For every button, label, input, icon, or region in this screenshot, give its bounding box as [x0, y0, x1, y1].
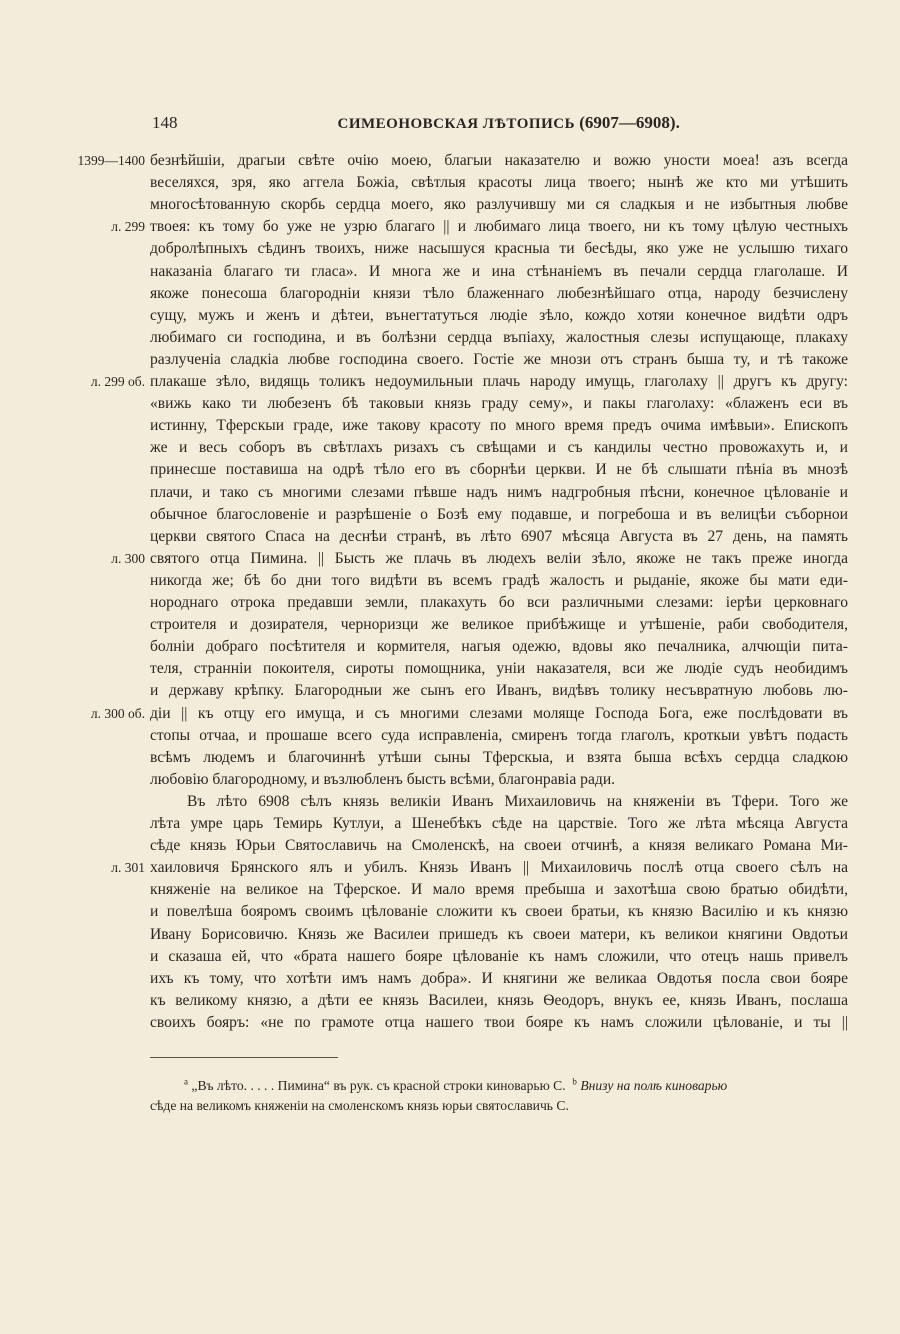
text-line: ихъ къ тому, что хотѣти имъ намъ добра». И княгини же великаа Овдотья посла свои бояре — [150, 969, 848, 987]
text-line: и сказаша ей, что «брата нашего бояре цѣлованіе къ намъ сложили, что отецъ нашь привелъ — [150, 947, 848, 965]
page-number: 148 — [152, 113, 178, 132]
text-line: болніи добраго посѣтителя и кормителя, нагыя одежю, вдовы яко печалника, алчющіи пита- — [150, 638, 848, 656]
footnote-line-1 — [150, 1076, 850, 1096]
running-title-years: (6907—6908). — [579, 113, 680, 132]
text-line: Въ лѣто 6908 сѣлъ князь великіи Иванъ Михаиловичь на княженіи въ Тфери. Того же — [187, 792, 848, 810]
text-line: къ великому князю, а дѣти ее князь Василеи, князь Ѳеодоръ, внукъ ее, князь Иванъ, послаша — [150, 991, 848, 1009]
text-line: и повелѣша бояромъ своимъ цѣлованіе сложити къ своеи братьи, къ князю Василію и къ князю — [150, 903, 848, 921]
text-line: строителя и дозирателя, черноризци же великое прибѣжище и утѣшеніе, раби свободителя, — [150, 616, 848, 634]
footnote-divider — [150, 1057, 338, 1058]
running-title — [338, 113, 680, 133]
text-line: «вижь како ти любезенъ бѣ таковыи князь граду сему», и пакы глаголаху: «блаженъ еси въ — [150, 395, 848, 413]
text-line: діи || къ отцу его имуща, и съ многими слезами моляще Господа Бога, еже послѣдовати въ — [150, 704, 848, 722]
text-line: лѣта умре царь Темирь Кутлуи, а Шенебѣкъ сѣде на царствіе. Того же лѣта мѣсяца Августа — [150, 815, 848, 832]
text-line: добролѣпныхъ сѣдинъ твоихъ, ниже насышуся красныа ти бесѣды, яко уже не услышю тихаго — [150, 240, 848, 258]
footnotes — [150, 1076, 850, 1116]
folio-margin-note: л. 300 об. — [90, 705, 145, 721]
text-line: же и весь соборъ въ свѣтлахъ ризахъ съ свѣщами и съ кандилы честно провожахуть и, и — [150, 439, 848, 457]
footnote-a-marker: a — [184, 1076, 188, 1087]
text-line: веселяхся, зря, яко аггела Божіа, свѣтлыя красоты лица твоего; нынѣ же кто ми утѣшить — [150, 174, 848, 192]
running-title-text: СИМЕОНОВСКАЯ ЛѢТОПИСЬ — [337, 116, 575, 132]
folio-margin-note: л. 300 — [111, 550, 145, 566]
page-header — [152, 113, 680, 137]
text-line: наказаніа благаго ти гласа». И многа же и ина стѣнаніемъ въ печали сердца глаголаше. И — [150, 262, 848, 280]
text-line: твоея: къ тому бо уже не узрю благаго || и любимаго лица твоего, ни къ тому цѣлую честныхъ — [150, 218, 848, 236]
text-line: княженіе на великое на Тферское. И мало время пребыша и захотѣша свою братью обидѣти, — [150, 881, 848, 899]
footnote-line-2: сѣде на великомъ княженіи на смоленскомъ князь юрьи святославичь С. — [150, 1098, 569, 1113]
text-line: Ивану Борисовичю. Князь же Василеи пришедъ къ своеи матери, къ великои княгини Овдотьи — [150, 925, 848, 943]
text-line: якоже понесоша благороднiи князи тѣло блаженнаго любезнѣйшаго отца, народу безчислену — [150, 284, 848, 302]
text-line: и державу крѣпку. Благородныи же сынъ его Иванъ, видѣвъ толику несъвратную любовь лю- — [150, 682, 848, 700]
footnote-a-text: „Въ лѣто. . . . . Пимина“ въ рук. съ красной строки киноварью С. — [191, 1078, 566, 1093]
text-line: никогда же; бѣ бо дни того видѣти въ всемъ градѣ жалость и рыданіе, якоже бы мати еди- — [150, 571, 848, 589]
text-line: плакаше зѣло, видящь толикъ недоумильныи плачь народу имущь, глаголаху || другъ къ другу: — [150, 373, 848, 390]
text-line: принесше поставиша на одрѣ тѣло его въ сборнѣи церкви. И не бѣ слышати пѣніа въ мнозѣ — [150, 461, 848, 479]
text-line: святого отца Пимина. || Бысть же плачь въ людехъ велiи зѣло, якоже не такъ преже иногда — [150, 549, 848, 567]
text-line: теля, странніи покоителя, сироты помощника, унiи наказателя, вси же людіе судъ необидимъ — [150, 660, 848, 678]
footnote-b-text: Внизу на полѣ киноварью — [580, 1078, 728, 1093]
text-line: хаиловичя Брянского ялъ и убилъ. Князь Иванъ || Михаиловичь послѣ отца своего сѣлъ на — [150, 859, 848, 877]
text-line: любимаго си господина, и въ болѣзни сердца въпіаху, жалостныя слезы испущающе, плакаху — [150, 328, 848, 346]
folio-margin-note: л. 299 об. — [90, 374, 145, 389]
text-line: нороднаго отрока предавши земли, плакахуть бо вси различными слезами: іерѣи церковнаго — [150, 594, 848, 611]
text-line: сущу, мужъ и женъ и дѣтеи, вънегтатуться людіе зѣло, кождо хотяи конечное видѣти одръ — [150, 306, 848, 324]
text-line: истинну, Тферскыи граде, иже такову красоту по много время предъ очима имѣвыи». Епископъ — [150, 417, 848, 435]
text-line: всѣмъ людемъ и благочиннѣ утѣши сыны Тферскыа, и взята быша всѣхъ сердца сладкою — [150, 748, 848, 766]
folio-margin-note: л. 299 — [111, 219, 145, 235]
text-line: безнѣйшіи, драгыи свѣте очію моею, благыи наказателю и вожю уности моеа! азъ всегда — [150, 152, 848, 169]
folio-margin-note: л. 301 — [111, 860, 145, 876]
text-line: любовію благородному, и възлюбленъ бысть всѣми, благонравіа ради. — [150, 770, 616, 788]
text-line: разлученіа сладкіа любве господина своего. Гостіе же мнози отъ странъ быша ту, и тѣ такоже — [150, 350, 848, 368]
text-line: многосѣтованную скорбь сердца моего, яко разлучившу ми ся сладкыя и не избытныя любве — [150, 196, 848, 214]
folio-margin-note: 1399—1400 — [77, 153, 145, 168]
text-line: обычное благословеніе и разрѣшеніе о Бозѣ ему подавше, и погребоша и въ велицѣи съборнои — [150, 505, 848, 523]
text-line: плачи, и тако съ многими слезами пѣвше надъ нимъ надгробныя пѣсни, конечное цѣлованіе и — [150, 483, 848, 501]
footnote-b-marker: b — [572, 1076, 577, 1087]
text-line: сѣде князь Юрьи Святославичь на Смоленскѣ, на своеи отчинѣ, а князя великаго Романа Ми- — [150, 837, 848, 855]
text-line: своихъ бояръ: «не по грамоте отца нашего твои бояре къ намъ сложили цѣлованіе, и ты || — [150, 1013, 848, 1031]
text-line: стопы отчаа, и прошаше всего суда исправленіа, смиренъ тогда глаголъ, кроткыи увѣтъ подасть — [150, 726, 848, 744]
text-line: церкви святого Спаса на деснѣи странѣ, въ лѣто 6907 мѣсяца Августа въ 27 день, на память — [150, 527, 848, 545]
